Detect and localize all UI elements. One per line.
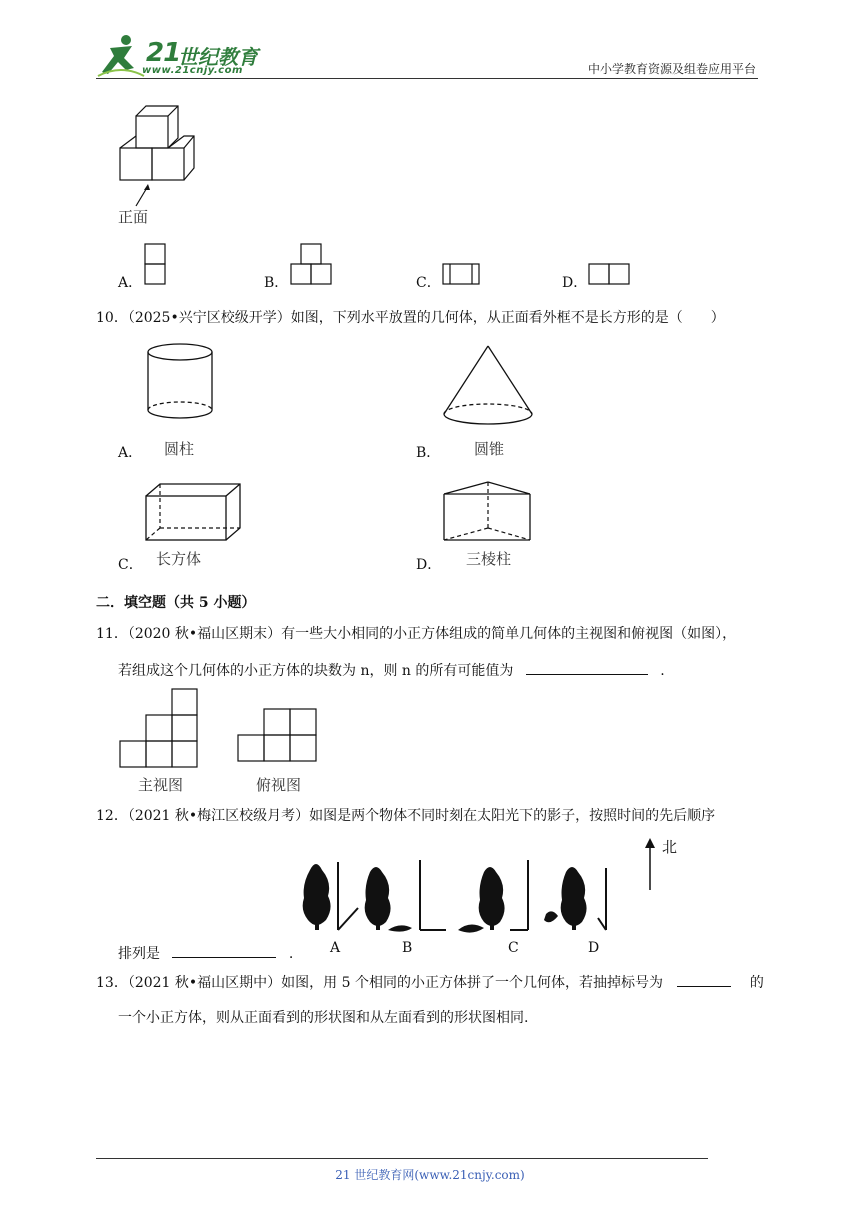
q12-line1: 12．（2021 秋•梅江区校级月考）如图是两个物体不同时刻在太阳光下的影子，按照时间的先后顺序 xyxy=(96,808,716,824)
q10-option-b-label: B． xyxy=(416,445,441,461)
q9-option-d-label: D． xyxy=(562,275,588,291)
header-divider xyxy=(96,78,758,79)
q10-cylinder-caption: 圆柱 xyxy=(164,440,195,458)
q13-line2: 一个小正方体，则从正面看到的形状图和从左面看到的形状图相同. xyxy=(118,1010,529,1026)
q10-cone-caption: 圆锥 xyxy=(474,440,505,458)
q9-option-b-figure xyxy=(290,243,332,285)
q10-option-a-label: A． xyxy=(118,445,143,461)
q10-cuboid-caption: 长方体 xyxy=(156,550,202,568)
q11-line2-text: 若组成这个几何体的小正方体的块数为 n，则 n 的所有可能值为 xyxy=(118,663,514,679)
q10-option-d-label: D． xyxy=(416,557,442,573)
section-title: 二．填空题（共 5 小题） xyxy=(96,595,256,611)
q9-option-a-label: A． xyxy=(118,275,143,291)
q9-front-label: 正面 xyxy=(118,208,149,226)
q12-line2-text: 排列是 xyxy=(118,946,160,962)
runner-logo-icon xyxy=(96,34,146,78)
q10-prism-caption: 三棱柱 xyxy=(466,550,512,568)
q13-line1-end: 的 xyxy=(749,975,764,991)
logo-url: www.21cnjy.com xyxy=(142,65,243,76)
q11-top-view-figure xyxy=(236,708,318,762)
q10-prism-figure xyxy=(442,480,532,542)
q11-answer-blank[interactable] xyxy=(526,660,648,675)
q9-option-a-figure xyxy=(144,243,166,285)
q11-line2 xyxy=(118,660,665,681)
q9-option-c-figure xyxy=(442,263,480,285)
q12-answer-blank[interactable] xyxy=(172,943,276,958)
footer-text: 21 世纪教育网(www.21cnjy.com) xyxy=(335,1168,525,1182)
q13-line1-text: 13．（2021 秋•福山区期中）如图，用 5 个相同的小正方体拼了一个几何体，若抽掉标号为 xyxy=(96,975,663,991)
q13-answer-blank[interactable] xyxy=(677,972,731,987)
q12-label-a: A xyxy=(330,940,341,956)
q11-front-view-caption: 主视图 xyxy=(138,776,184,794)
q10-text: 10．（2025•兴宁区校级开学）如图，下列水平放置的几何体，从正面看外框不是长方形的是（ ） xyxy=(96,310,725,326)
q12-label-b: B xyxy=(402,940,413,956)
tree-icon xyxy=(303,864,331,930)
q12-line2-end: . xyxy=(288,946,294,962)
q12-line2 xyxy=(118,943,293,964)
q9-solid-figure xyxy=(110,100,210,200)
q12-label-c: C xyxy=(508,940,519,956)
q11-front-view-figure xyxy=(118,688,198,768)
q12-north-label: 北 xyxy=(662,838,678,856)
footer-divider xyxy=(96,1158,708,1159)
q10-cylinder-figure xyxy=(140,340,220,422)
q12-shadow-figure xyxy=(288,834,688,960)
q10-option-c-label: C． xyxy=(118,557,143,573)
logo-text: 世纪教育 xyxy=(178,45,258,69)
q9-option-c-label: C． xyxy=(416,275,441,291)
q12-label-d: D xyxy=(588,940,600,956)
q11-top-view-caption: 俯视图 xyxy=(256,776,302,794)
q13-line1 xyxy=(96,972,764,993)
q11-line1: 11．（2020 秋•福山区期末）有一些大小相同的小正方体组成的简单几何体的主视图和俯视图（如图）， xyxy=(96,626,737,642)
header-platform-text: 中小学教育资源及组卷应用平台 xyxy=(587,62,756,76)
q9-option-b-label: B． xyxy=(264,275,289,291)
q10-cone-figure xyxy=(440,344,536,430)
q10-cuboid-figure xyxy=(144,482,244,542)
q11-line2-end: . xyxy=(660,663,665,679)
logo-number: 21 xyxy=(146,38,181,68)
q9-option-d-figure xyxy=(588,263,630,285)
